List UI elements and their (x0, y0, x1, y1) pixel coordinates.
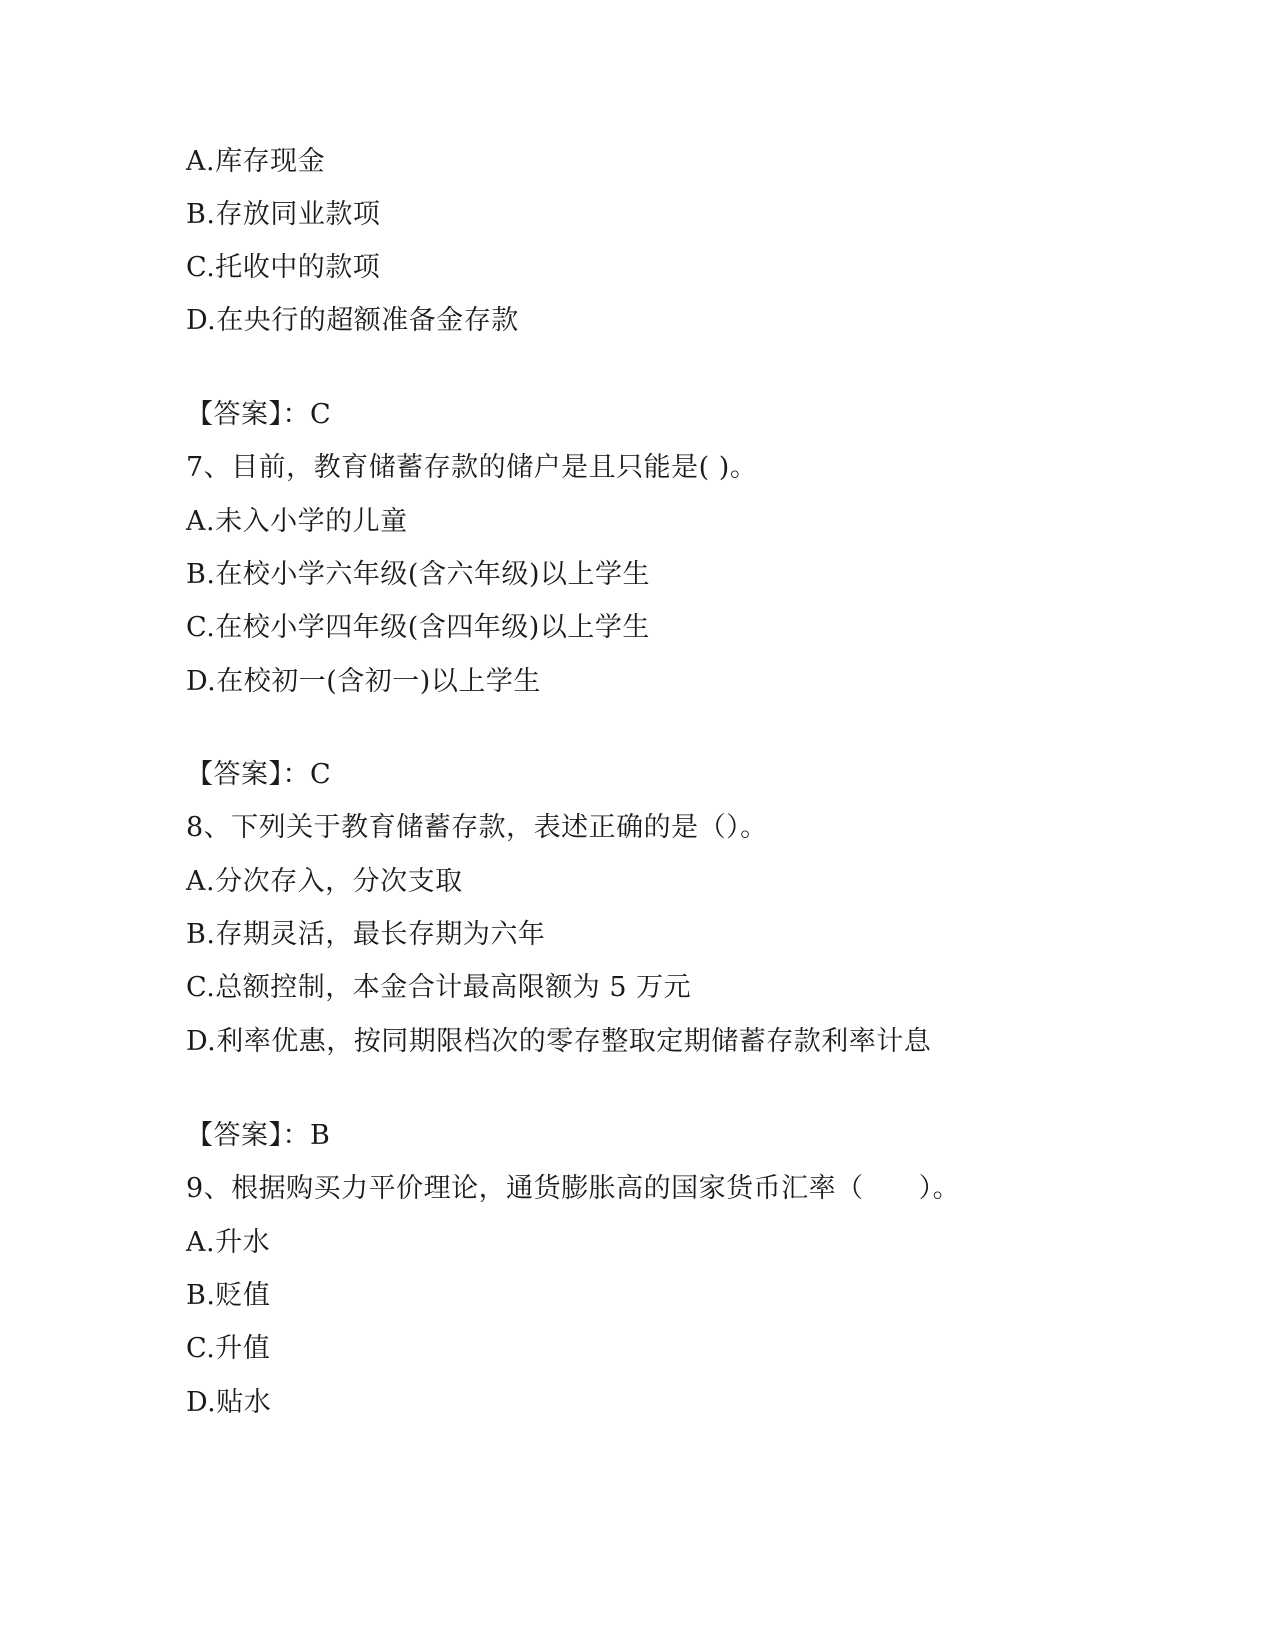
q7-option-b: B.在校小学六年级(含六年级)以上学生 (186, 559, 650, 590)
q6-answer: 【答案】：C (186, 399, 332, 430)
q9-option-d: D.贴水 (186, 1387, 272, 1418)
q8-option-c: C.总额控制，本金合计最高限额为 5 万元 (186, 972, 692, 1003)
q7-answer: 【答案】：C (186, 759, 332, 790)
q9-option-c: C.升值 (186, 1333, 271, 1364)
q8-answer: 【答案】：B (186, 1120, 331, 1151)
q8-option-a: A.分次存入，分次支取 (186, 866, 463, 897)
q8-option-d: D.利率优惠，按同期限档次的零存整取定期储蓄存款利率计息 (186, 1026, 932, 1057)
q8-question: 8、下列关于教育储蓄存款，表述正确的是（）。 (186, 812, 768, 843)
q7-question: 7、目前，教育储蓄存款的储户是且只能是( )。 (186, 452, 758, 483)
q7-option-a: A.未入小学的儿童 (186, 506, 408, 537)
q9-option-a: A.升水 (186, 1227, 271, 1258)
q7-option-d: D.在校初一(含初一)以上学生 (186, 666, 541, 697)
q9-question: 9、根据购买力平价理论，通货膨胀高的国家货币汇率（ ）。 (186, 1173, 961, 1204)
q6-option-a: A.库存现金 (186, 146, 326, 177)
q6-option-d: D.在央行的超额准备金存款 (186, 305, 519, 336)
q6-option-b: B.存放同业款项 (186, 199, 381, 230)
q6-option-c: C.托收中的款项 (186, 252, 381, 283)
q7-option-c: C.在校小学四年级(含四年级)以上学生 (186, 612, 650, 643)
q8-option-b: B.存期灵活，最长存期为六年 (186, 919, 546, 950)
q9-option-b: B.贬值 (186, 1280, 271, 1311)
